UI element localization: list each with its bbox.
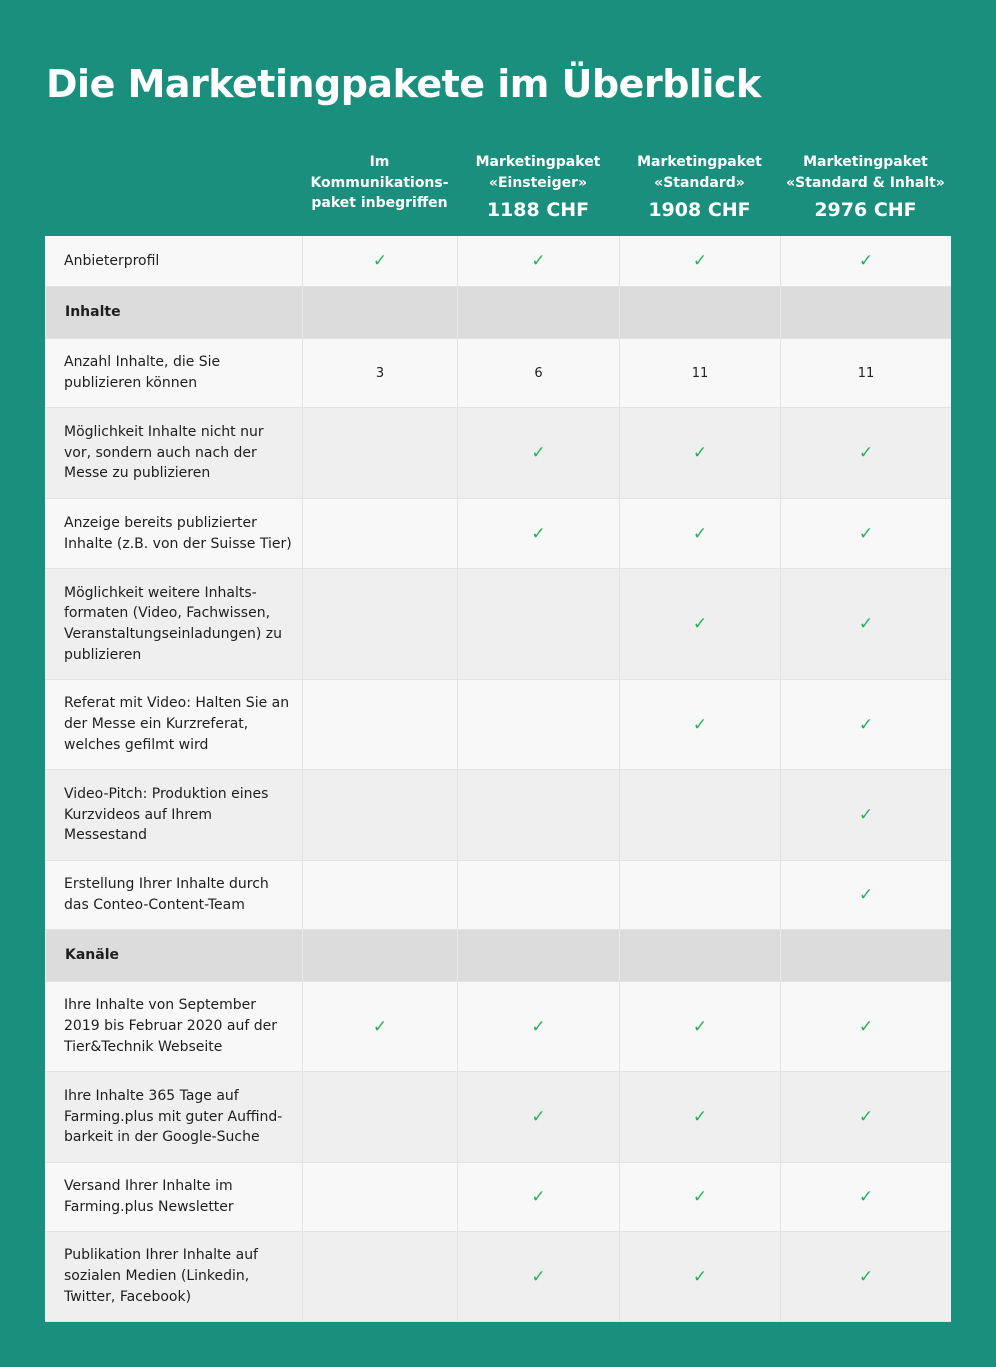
checkmark-icon: ✓ xyxy=(531,443,546,463)
table-row xyxy=(45,569,951,680)
value-cell xyxy=(457,1163,619,1231)
column-header-standard-inhalt xyxy=(780,152,951,221)
column-header-price: 1188 CHF xyxy=(486,199,590,221)
checkmark-icon: ✓ xyxy=(692,614,708,634)
value-cell xyxy=(457,680,619,769)
checkmark-icon: ✓ xyxy=(531,1107,546,1127)
checkmark-icon: ✓ xyxy=(858,443,874,463)
feature-label: Erstellung Ihrer Inhalte durch das Conteo-Content-Team xyxy=(64,876,269,913)
value-cell xyxy=(457,930,619,981)
column-header-line1: Marketingpaket xyxy=(637,154,762,170)
section-row xyxy=(45,930,951,982)
checkmark-icon: ✓ xyxy=(858,805,874,825)
table-row xyxy=(45,1072,951,1163)
value-cell xyxy=(619,569,780,679)
value-cell xyxy=(619,982,780,1071)
value-cell xyxy=(780,680,951,769)
feature-label: Referat mit Video: Halten Sie an der Messe ein Kurzreferat, welches gefilmt wird xyxy=(64,695,290,753)
table-row xyxy=(45,861,951,930)
value-cell xyxy=(619,680,780,769)
value-cell xyxy=(302,287,457,338)
value-cell xyxy=(619,1163,780,1231)
checkmark-icon: ✓ xyxy=(858,1107,874,1127)
column-header-line2: «Standard & Inhalt» xyxy=(786,174,945,191)
value-cell xyxy=(780,569,951,679)
checkmark-icon: ✓ xyxy=(531,1187,546,1207)
checkmark-icon: ✓ xyxy=(858,1016,874,1037)
value-cell xyxy=(457,1232,619,1321)
value-cell xyxy=(619,408,780,498)
value-cell xyxy=(780,1232,951,1321)
feature-label: Anbieterprofil xyxy=(64,252,160,269)
value-cell xyxy=(302,569,457,679)
value-cell xyxy=(457,982,619,1071)
checkmark-icon: ✓ xyxy=(858,885,874,905)
value-cell: 11 xyxy=(780,339,951,407)
column-header-standard xyxy=(619,152,780,221)
checkmark-icon: ✓ xyxy=(858,614,874,634)
value-cell xyxy=(457,408,619,498)
value-cell xyxy=(780,287,951,338)
section-row xyxy=(45,287,951,339)
value-cell xyxy=(780,236,951,286)
checkmark-icon: ✓ xyxy=(692,523,708,544)
page-title: Die Marketingpakete im Überblick xyxy=(46,62,761,106)
feature-label: Ihre Inhalte 365 Tage auf Farming.plus mit guter Auffind-barkeit in der Google-Suche xyxy=(64,1087,283,1146)
column-header-line2: Kommunikations- xyxy=(310,174,449,191)
checkmark-icon: ✓ xyxy=(692,251,708,271)
section-label: Inhalte xyxy=(45,287,302,338)
value-cell xyxy=(619,236,780,286)
checkmark-icon: ✓ xyxy=(531,251,546,271)
value-cell xyxy=(302,770,457,860)
value-cell xyxy=(457,287,619,338)
value-cell xyxy=(457,236,619,286)
checkmark-icon: ✓ xyxy=(858,1266,874,1287)
checkmark-icon: ✓ xyxy=(531,1016,546,1037)
checkmark-icon: ✓ xyxy=(858,1187,874,1207)
column-header-line3: paket inbegriffen xyxy=(311,195,448,211)
column-header-line2: «Standard» xyxy=(654,174,745,191)
value-cell xyxy=(302,680,457,769)
value-cell xyxy=(619,1232,780,1321)
value-cell xyxy=(780,861,951,929)
value-cell xyxy=(619,499,780,568)
value-cell xyxy=(780,1072,951,1162)
table-row xyxy=(45,408,951,499)
feature-label: Publikation Ihrer Inhalte auf sozialen Medien (Linkedin, Twitter, Facebook) xyxy=(64,1247,258,1305)
checkmark-icon: ✓ xyxy=(858,251,874,271)
value-cell xyxy=(457,770,619,860)
comparison-table xyxy=(45,236,951,1322)
value-cell xyxy=(780,930,951,981)
table-row xyxy=(45,1163,951,1232)
feature-label: Video-Pitch: Produktion eines Kurzvideos auf Ihrem Messestand xyxy=(64,785,269,844)
value-cell xyxy=(302,982,457,1071)
table-row xyxy=(45,499,951,569)
checkmark-icon: ✓ xyxy=(692,1016,708,1037)
checkmark-icon: ✓ xyxy=(692,443,708,463)
table-row xyxy=(45,680,951,770)
checkmark-icon: ✓ xyxy=(858,714,874,735)
value-cell xyxy=(780,408,951,498)
value-cell xyxy=(619,1072,780,1162)
value-cell xyxy=(457,1072,619,1162)
column-header-line1: Im xyxy=(369,154,390,170)
column-header-line1: Marketingpaket xyxy=(475,154,601,170)
value-cell: 6 xyxy=(457,339,619,407)
value-cell xyxy=(457,499,619,568)
column-header-communication xyxy=(302,152,457,214)
feature-label: Anzahl Inhalte, die Sie publizieren können xyxy=(64,354,221,391)
checkmark-icon: ✓ xyxy=(531,523,546,544)
value-cell xyxy=(619,770,780,860)
value-cell xyxy=(302,1072,457,1162)
value-cell xyxy=(780,982,951,1071)
checkmark-icon: ✓ xyxy=(692,1107,708,1127)
table-row xyxy=(45,982,951,1072)
checkmark-icon: ✓ xyxy=(692,1187,708,1207)
column-header-line2: «Einsteiger» xyxy=(488,174,588,191)
checkmark-icon: ✓ xyxy=(858,523,874,544)
table-row xyxy=(45,770,951,861)
value-cell xyxy=(780,499,951,568)
feature-label: Anzeige bereits publizierter Inhalte (z.B. von der Suisse Tier) xyxy=(64,514,292,552)
feature-label: Versand Ihrer Inhalte im Farming.plus Newsletter xyxy=(64,1178,234,1215)
value-cell xyxy=(302,1163,457,1231)
value-cell xyxy=(457,861,619,929)
section-label: Kanäle xyxy=(45,930,302,981)
value-cell xyxy=(302,930,457,981)
value-cell: 3 xyxy=(302,339,457,407)
value-cell xyxy=(619,287,780,338)
value-cell xyxy=(780,1163,951,1231)
table-row xyxy=(45,339,951,408)
value-cell xyxy=(619,861,780,929)
feature-label: Möglichkeit weitere Inhalts-formaten (Video, Fachwissen, Veranstaltungseinladungen) zu publizieren xyxy=(64,584,282,663)
value-cell xyxy=(780,770,951,860)
value-cell xyxy=(302,408,457,498)
table-row xyxy=(45,236,951,287)
column-header-price: 1908 CHF xyxy=(648,199,751,221)
value-cell xyxy=(302,861,457,929)
value-cell xyxy=(302,236,457,286)
feature-label: Ihre Inhalte von September 2019 bis Februar 2020 auf der Tier&Technik Webseite xyxy=(64,997,277,1055)
checkmark-icon: ✓ xyxy=(692,1266,708,1287)
table-row xyxy=(45,1232,951,1322)
column-header-price: 2976 CHF xyxy=(814,199,917,221)
column-header-line1: Marketingpaket xyxy=(803,154,928,170)
checkmark-icon: ✓ xyxy=(692,714,708,735)
checkmark-icon: ✓ xyxy=(372,1016,388,1037)
value-cell: 11 xyxy=(619,339,780,407)
value-cell xyxy=(457,569,619,679)
value-cell xyxy=(619,930,780,981)
feature-label: Möglichkeit Inhalte nicht nur vor, sondern auch nach der Messe zu publizieren xyxy=(64,423,264,482)
checkmark-icon: ✓ xyxy=(531,1266,546,1287)
column-header-einsteiger xyxy=(457,152,619,221)
checkmark-icon: ✓ xyxy=(372,251,388,271)
value-cell xyxy=(302,1232,457,1321)
value-cell xyxy=(302,499,457,568)
